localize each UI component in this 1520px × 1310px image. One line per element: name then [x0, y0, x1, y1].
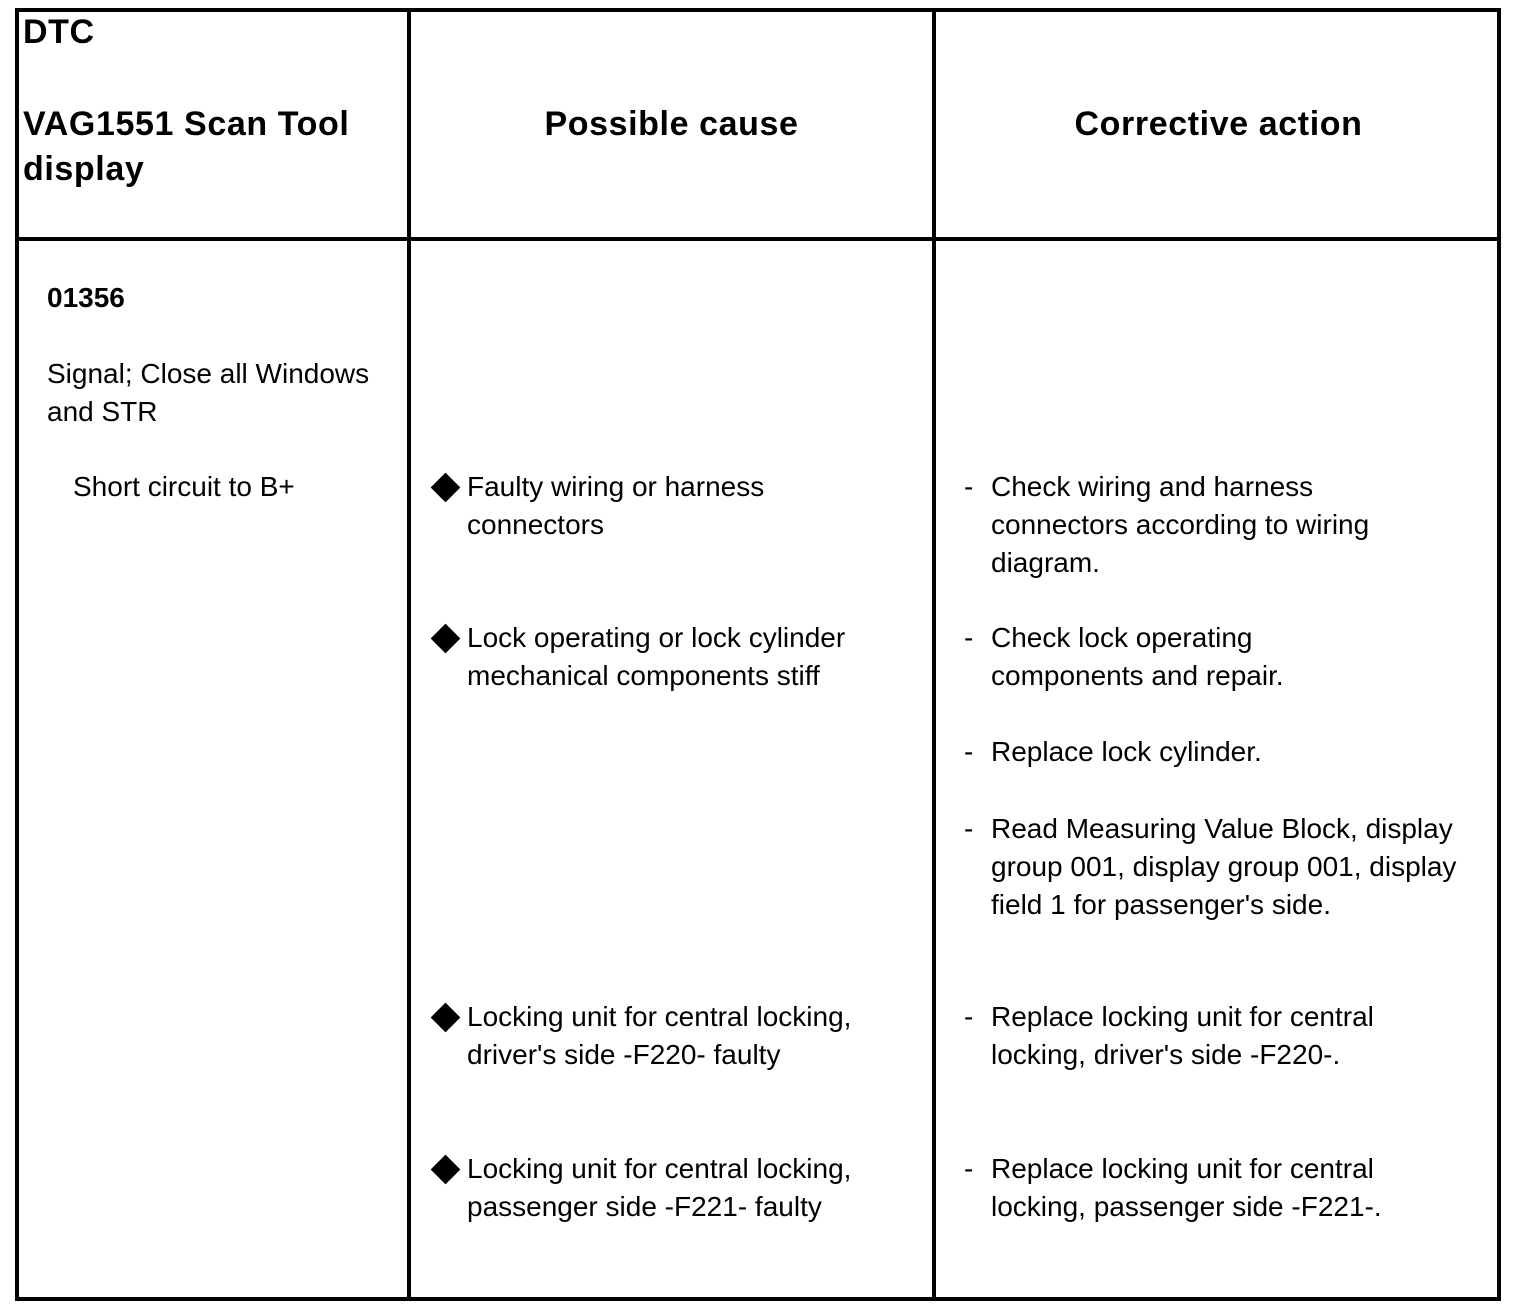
cause-text: Locking unit for central locking, driver's side -F220- faulty — [467, 1001, 852, 1070]
cause-item — [432, 1150, 922, 1226]
dash-marker: - — [964, 471, 974, 502]
dash-marker: - — [964, 1001, 974, 1032]
action-text: Replace lock cylinder. — [991, 736, 1262, 767]
header-possible-cause: Possible cause — [544, 105, 799, 143]
diamond-bullet-icon — [431, 1003, 461, 1033]
dash-marker: - — [964, 1153, 974, 1184]
action-item — [962, 468, 1432, 582]
action-text: Check wiring and harness connectors according to wiring diagram. — [991, 471, 1370, 578]
dash-marker: - — [964, 622, 974, 653]
dtc-fault-type: Short circuit to B+ — [73, 471, 295, 502]
dash-marker: - — [964, 736, 974, 767]
dash-marker: - — [964, 813, 974, 844]
action-text: Check lock operating components and repair. — [991, 622, 1284, 691]
header-dtc-label: DTC — [23, 13, 95, 51]
action-text: Replace locking unit for central locking, driver's side -F220-. — [991, 1001, 1374, 1070]
dtc-description: Signal; Close all Windows and STR — [47, 358, 370, 427]
diamond-bullet-icon — [431, 1155, 461, 1185]
cause-text: Locking unit for central locking, passenger side -F221- faulty — [467, 1153, 852, 1222]
action-item — [962, 733, 1482, 771]
diamond-bullet-icon — [431, 473, 461, 503]
dtc-code: 01356 — [47, 282, 125, 313]
diamond-bullet-icon — [431, 624, 461, 654]
action-item — [962, 1150, 1427, 1226]
column-divider-2 — [932, 8, 936, 1301]
action-text: Replace locking unit for central locking, passenger side -F221-. — [991, 1153, 1382, 1222]
header-divider — [15, 237, 1501, 241]
action-item — [962, 998, 1412, 1074]
cause-item — [432, 619, 922, 695]
cause-text: Faulty wiring or harness connectors — [467, 471, 765, 540]
cause-item — [432, 998, 922, 1074]
header-scan-tool-display-label: VAG1551 Scan Tool display — [23, 105, 350, 188]
action-item — [962, 810, 1494, 924]
column-divider-1 — [407, 8, 411, 1301]
cause-text: Lock operating or lock cylinder mechanical components stiff — [467, 622, 846, 691]
action-item — [962, 619, 1362, 695]
header-corrective-action: Corrective action — [1074, 105, 1363, 143]
cause-item — [432, 468, 902, 544]
action-text: Read Measuring Value Block, display group 001, display group 001, display field 1 for passenger's side. — [991, 813, 1457, 920]
